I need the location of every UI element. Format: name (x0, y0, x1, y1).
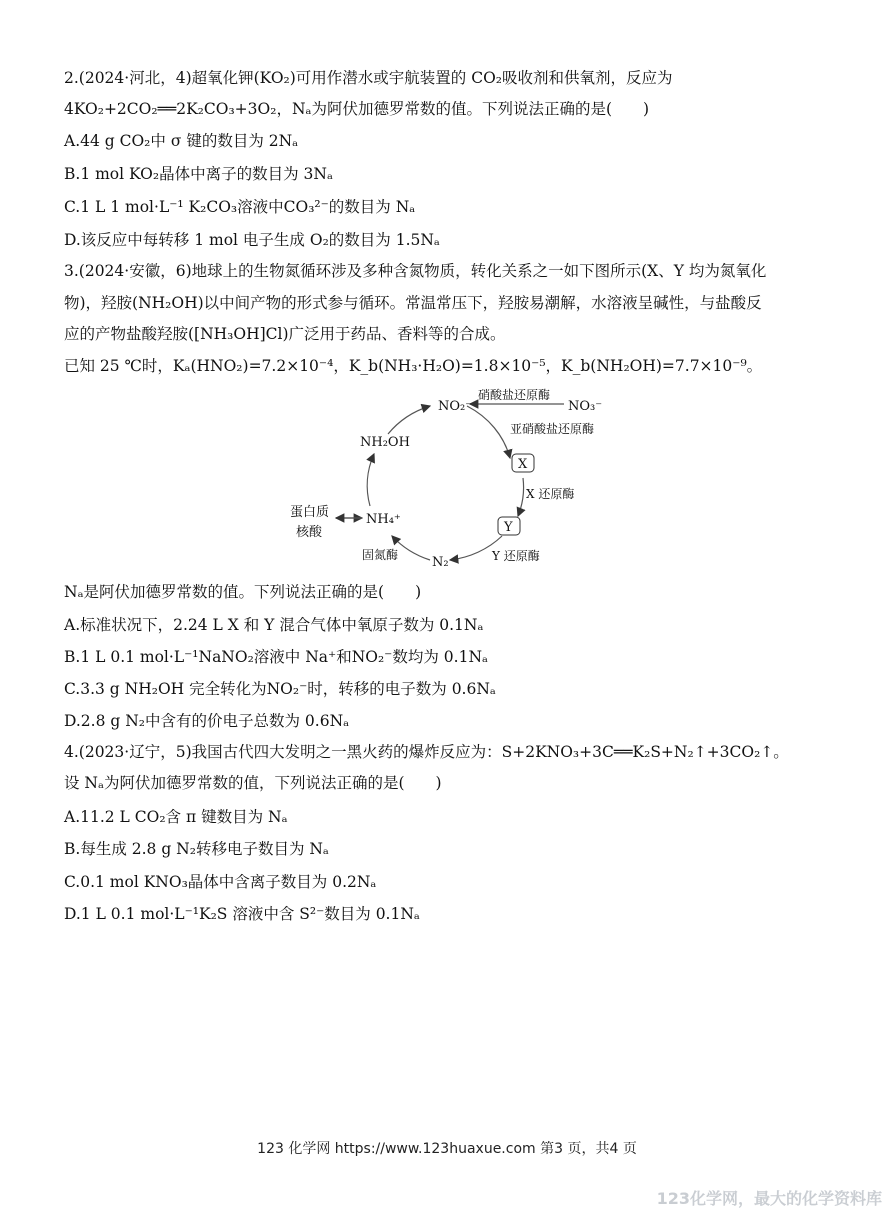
arc-nh4-to-nh2oh (367, 454, 374, 506)
q3-option-b: B.1 L 0.1 mol·L⁻¹NaNO₂溶液中 Na⁺和NO₂⁻数均为 0.1Nₐ (64, 648, 488, 666)
label-x: X (518, 457, 528, 472)
q3-option-c: C.3.3 g NH₂OH 完全转化为NO₂⁻时，转移的电子数为 0.6Nₐ (64, 680, 496, 698)
label-nh4: NH₄⁺ (366, 512, 401, 527)
q2-option-a: A.44 g CO₂中 σ 键的数目为 2Nₐ (64, 132, 299, 150)
label-y: Y (504, 520, 513, 535)
page-footer: 123 化学网 https://www.123huaxue.com 第3 页，共4 页 (257, 1141, 637, 1157)
watermark-text: 123化学网，最大的化学资料库 (656, 1189, 882, 1208)
label-enzyme-nitrite: 亚硝酸盐还原酶 (510, 422, 595, 436)
label-enzyme-y: Y 还原酶 (492, 549, 540, 563)
label-protein: 蛋白质 (290, 505, 330, 520)
q4-option-a: A.11.2 L CO₂含 π 键数目为 Nₐ (64, 808, 288, 826)
q2-stem-line1: 2.(2024·河北，4)超氧化钾(KO₂)可用作潜水或宇航装置的 CO₂吸收剂和供氧剂，反应为 (64, 69, 673, 87)
q2-option-c: C.1 L 1 mol·L⁻¹ K₂CO₃溶液中CO₃²⁻的数目为 Nₐ (64, 198, 416, 216)
arc-x-to-y (518, 478, 524, 516)
q4-option-b: B.每生成 2.8 g N₂转移电子数目为 Nₐ (64, 840, 329, 858)
q3-stem-line2: 物)，羟胺(NH₂OH)以中间产物的形式参与循环。常温常压下，羟胺易潮解，水溶液呈碱性，与盐酸反 (64, 294, 762, 312)
q2-option-d: D.该反应中每转移 1 mol 电子生成 O₂的数目为 1.5Nₐ (64, 231, 440, 249)
q4-option-c: C.0.1 mol KNO₃晶体中含离子数目为 0.2Nₐ (64, 873, 377, 891)
label-nh2oh: NH₂OH (360, 435, 410, 450)
arc-nh2oh-to-no2 (388, 406, 430, 434)
q3-stem-line1: 3.(2024·安徽，6)地球上的生物氮循环涉及多种含氮物质，转化关系之一如下图所示(X、Y 均为氮氧化 (64, 262, 767, 280)
label-nucleic-acid: 核酸 (296, 525, 323, 540)
label-enzyme-x: X 还原酶 (526, 487, 575, 501)
label-enzyme-fix: 固氮酶 (362, 548, 399, 562)
q3-question-stem: Nₐ是阿伏加德罗常数的值。下列说法正确的是( ) (64, 583, 422, 601)
q2-option-b: B.1 mol KO₂晶体中离子的数目为 3Nₐ (64, 165, 333, 183)
q2-stem-line2: 4KO₂+2CO₂══2K₂CO₃+3O₂，Nₐ为阿伏加德罗常数的值。下列说法正确的是( ) (64, 100, 650, 118)
label-no3: NO₃⁻ (568, 399, 603, 414)
label-enzyme-nitrate: 硝酸盐还原酶 (478, 388, 551, 402)
q4-stem-line1: 4.(2023·辽宁，5)我国古代四大发明之一黑火药的爆炸反应为：S+2KNO₃+3C══K₂S+N₂↑+3CO₂↑。 (64, 743, 789, 761)
q4-option-d: D.1 L 0.1 mol·L⁻¹K₂S 溶液中含 S²⁻数目为 0.1Nₐ (64, 905, 420, 923)
nitrogen-cycle-diagram (270, 388, 620, 573)
label-no2: NO₂⁻ (438, 399, 473, 414)
q4-stem-line2: 设 Nₐ为阿伏加德罗常数的值，下列说法正确的是( ) (64, 774, 442, 792)
arc-no2-to-x (467, 406, 510, 458)
q3-constants: 已知 25 ℃时，Kₐ(HNO₂)=7.2×10⁻⁴，K_b(NH₃·H₂O)=1.8×10⁻⁵，K_b(NH₂OH)=7.7×10⁻⁹。 (64, 357, 763, 375)
q3-option-d: D.2.8 g N₂中含有的价电子总数为 0.6Nₐ (64, 712, 350, 730)
q3-stem-line3: 应的产物盐酸羟胺([NH₃OH]Cl)广泛用于药品、香料等的合成。 (64, 325, 506, 343)
label-n2: N₂ (432, 555, 449, 570)
q3-option-a: A.标准状况下，2.24 L X 和 Y 混合气体中氧原子数为 0.1Nₐ (64, 616, 484, 634)
